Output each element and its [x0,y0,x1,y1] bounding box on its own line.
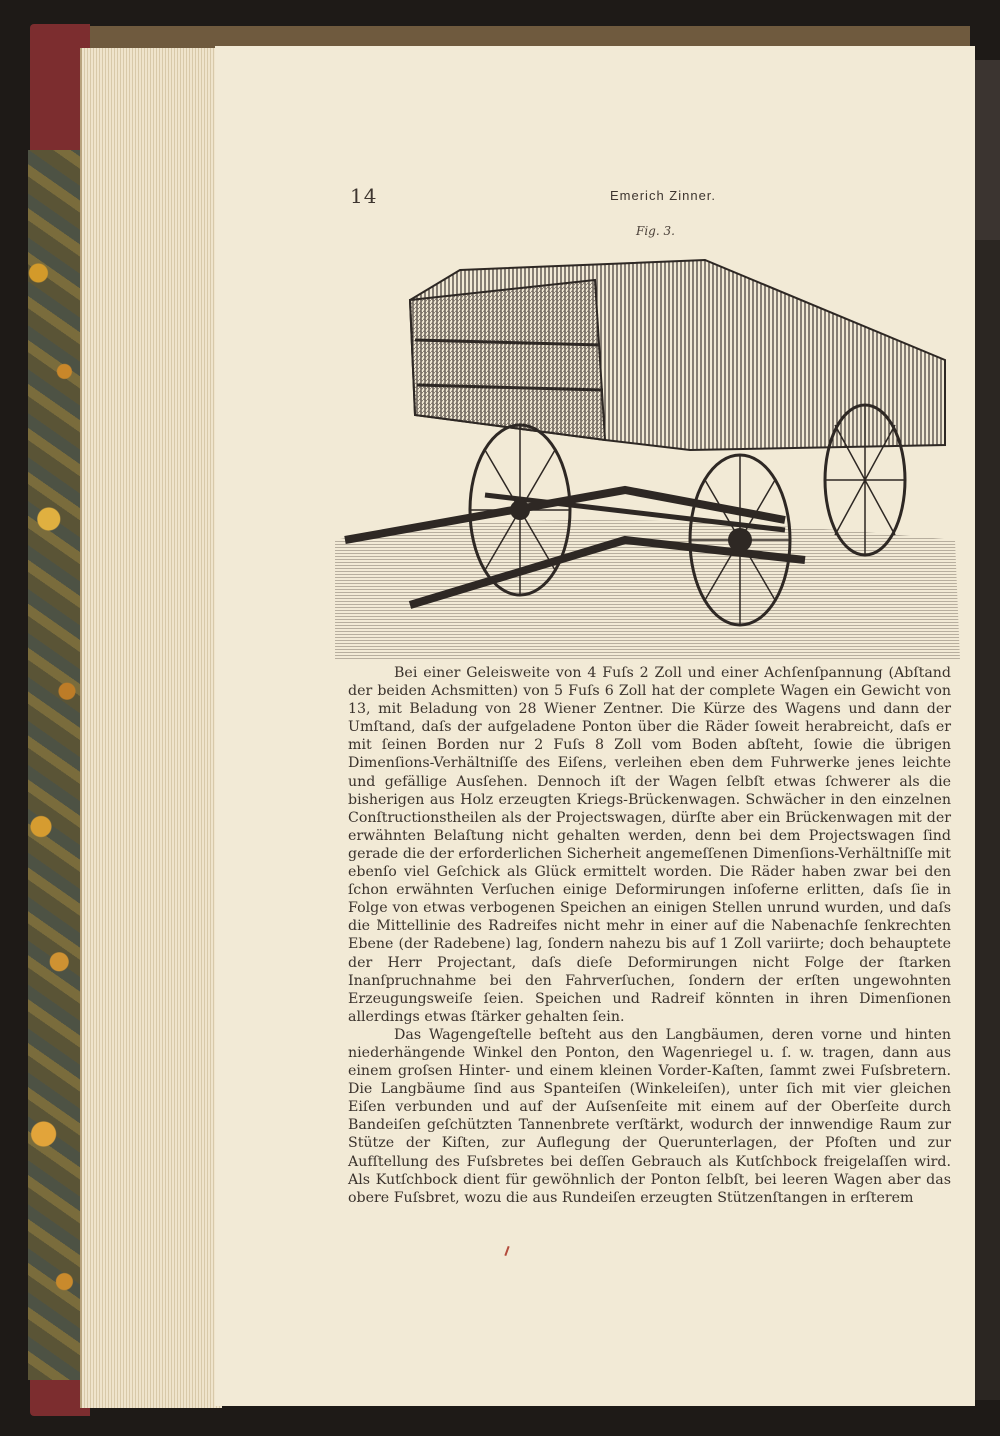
body-text [348,664,951,1207]
page-number: 14 [350,184,378,208]
marbled-endpaper [28,150,80,1380]
wagon-engraving-icon [335,240,960,660]
book-cover-right [974,60,1000,240]
page-header [0,182,1000,212]
page-stack-edge [80,48,222,1408]
paragraph: Bei einer Geleisweite von 4 Fuſs 2 Zoll und einer Achſenſpannung (Abſtand der beiden Achsmitten) von 5 Fuſs 6 Zoll hat der complete Wagen ein Gewicht von 13, mit Beladung von 28 Wiener Zentner. Die Kürze des Wagens und dann der Umſtand, daſs der aufgeladene Ponton über die Räder ſoweit herabreicht, daſs er mit ſeinen Borden nur 2 Fuſs 8 Zoll vom Boden abſteht, ſowie die übrigen Dimenſions-Verhältniſſe des Eiſens, verleihen eben dem Fuhrwerke jenes leichte und gefällige Ausſehen. Dennoch iſt der Wagen ſelbſt etwas ſchwerer als die bisherigen aus Holz erzeugten Kriegs-Brückenwagen. Schwächer in den einzelnen Conſtructionstheilen als der Projectswagen, dürſte aber ein Brückenwagen mit der erwähnten Belaſtung nicht gehalten werden, denn bei dem Projectswagen ſind gerade die der erforderlichen Sicherheit angemeſſenen Dimenſions-Verhältniſſe mit ebenſo viel Geſchick als Glück ermittelt worden. Die Räder haben zwar bei den ſchon erwähnten Verſuchen einige Deformirungen inſoferne erlitten, daſs ſie in Folge von etwas verbogenen Speichen an einigen Stellen unrund wurden, und daſs die Mittellinie des Radreifes nicht mehr in einer auf die Nabenachſe ſenkrechten Ebene (der Radebene) lag, ſondern nahezu bis auf 1 Zoll variirte; doch behauptete der Herr Projectant, daſs dieſe Deformirungen nicht Folge der ſtarken Inanſpruchnahme bei den Fahrverſuchen, ſondern der erſten ungewohnten Erzeugungsweiſe ſeien. Speichen und Radreif könnten in ihren Dimenſionen allerdings etwas ſtärker gehalten ſein. [348,665,951,1025]
running-head: Emerich Zinner. [610,188,717,203]
paragraph: Das Wagengeſtelle beſteht aus den Langbäumen, deren vorne und hinten niederhängende Winkel den Ponton, den Wagenriegel u. ſ. w. tragen, dann aus einem groſsen Hinter- und einem kleinen Vorder-Kaſten, ſammt zwei Fuſsbretern. Die Langbäume ſind aus Spanteiſen (Winkeleiſen), unter ſich mit vier gleichen Eiſen verbunden und auf der Auſsenſeite mit einem auf der Oberſeite durch Bandeiſen geſchützten Tannenbrete verſtärkt, wodurch der innwendige Raum zur Stütze der Kiſten, zur Auflegung der Querunterlagen, der Pfoſten und zur Aufſtellung des Fuſsbretes bei deſſen Gebrauch als Kutſchbock freigelaſſen wird. Als Kutſchbock dient für gewöhnlich der Ponton ſelbſt, bei leeren Wagen aber das obere Fuſsbret, wozu die aus Rundeiſen erzeugten Stützenſtangen in erſterem [348,1026,951,1206]
figure-label: Fig. 3. [636,224,675,238]
book-top-edge [90,26,970,48]
